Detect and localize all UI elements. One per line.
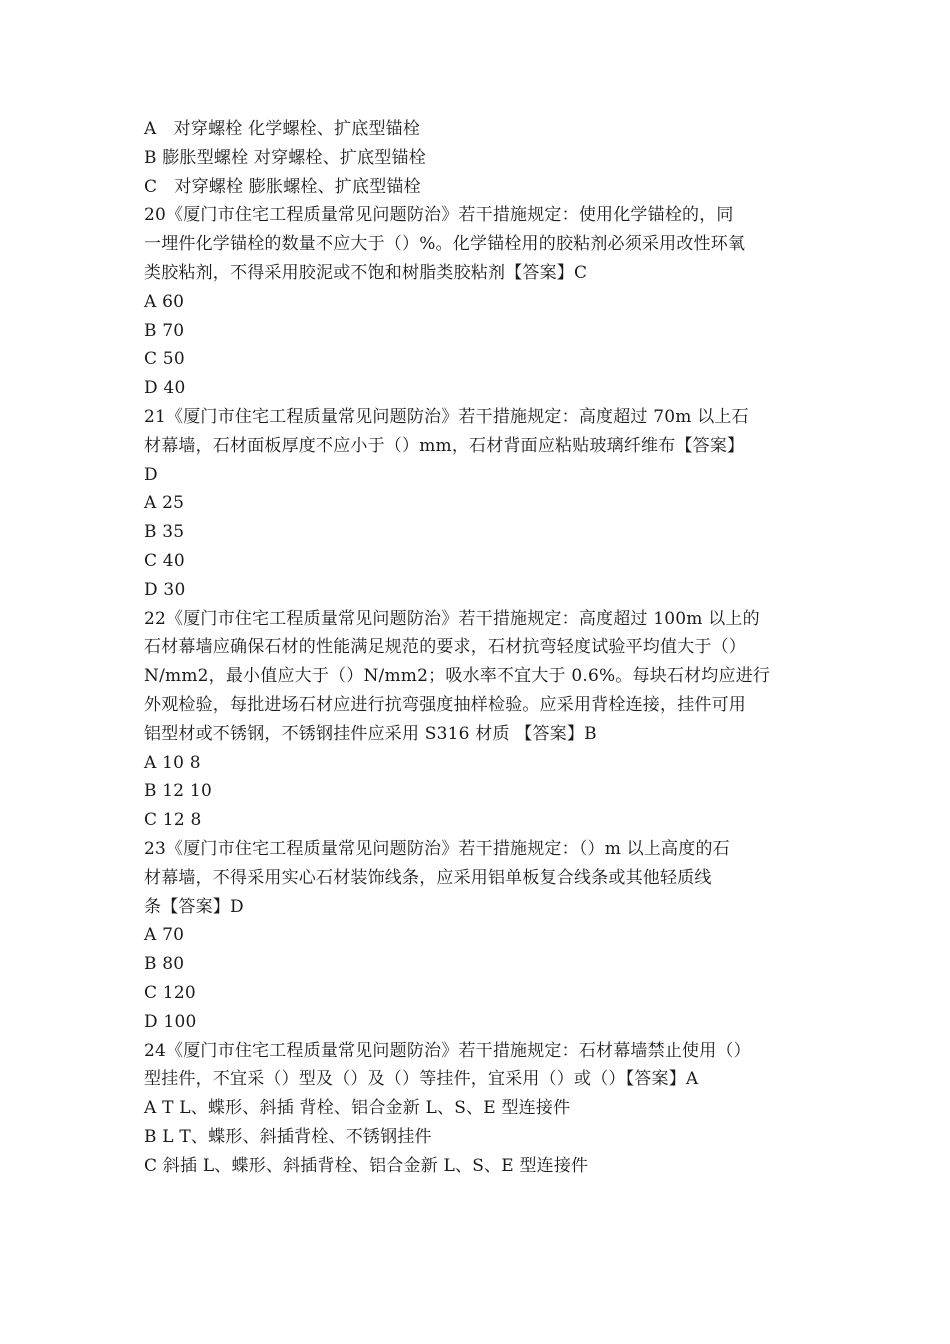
option-line: A 60 — [144, 291, 185, 312]
option-line: C 40 — [144, 550, 185, 571]
option-line: B 70 — [144, 320, 185, 341]
question-22-line: 22《厦门市住宅工程质量常见问题防治》若干措施规定：高度超过 100m 以上的 — [144, 608, 760, 629]
question-22-line: 铝型材或不锈钢，不锈钢挂件应采用 S316 材质 【答案】B — [144, 723, 597, 744]
option-line: A 对穿螺栓 化学螺栓、扩底型锚栓 — [144, 119, 421, 139]
option-line: B 35 — [144, 522, 185, 543]
option-line: C 对穿螺栓 膨胀螺栓、扩底型锚栓 — [144, 176, 421, 197]
question-22-line: 外观检验，每批进场石材应进行抗弯强度抽样检验。应采用背栓连接，挂件可用 — [144, 694, 746, 715]
option-line: C 50 — [144, 349, 185, 370]
option-line: B 膨胀型螺栓 对穿螺栓、扩底型锚栓 — [144, 147, 426, 168]
option-line: C 12 8 — [144, 810, 202, 831]
option-line: A 10 8 — [144, 752, 201, 773]
question-21-line: 21《厦门市住宅工程质量常见问题防治》若干措施规定：高度超过 70m 以上石 — [144, 406, 749, 427]
option-line: C 斜插 L、蝶形、斜插背栓、铝合金新 L、S、E 型连接件 — [144, 1155, 589, 1176]
option-line: D 30 — [144, 579, 186, 600]
option-line: D 100 — [144, 1011, 197, 1032]
option-line: D 40 — [144, 378, 186, 399]
question-21-line: 材幕墙，石材面板厚度不应小于（）mm，石材背面应粘贴玻璃纤维布【答案】 — [144, 435, 745, 456]
option-line: B L T、蝶形、斜插背栓、不锈钢挂件 — [144, 1126, 432, 1147]
question-21-line: D — [144, 464, 158, 485]
option-line: A 70 — [144, 925, 185, 946]
option-line: A 25 — [144, 493, 185, 514]
option-line: B 80 — [144, 954, 185, 975]
question-24-line: 24《厦门市住宅工程质量常见问题防治》若干措施规定：石材幕墙禁止使用（） — [144, 1040, 751, 1061]
question-24-line: 型挂件，不宜采（）型及（）及（）等挂件，宜采用（）或（）【答案】A — [144, 1069, 699, 1090]
question-20-line: 20《厦门市住宅工程质量常见问题防治》若干措施规定：使用化学锚栓的，同 — [144, 205, 734, 226]
question-20-line: 类胶粘剂，不得采用胶泥或不饱和树脂类胶粘剂【答案】C — [144, 262, 588, 283]
question-23-line: 条【答案】D — [144, 896, 244, 917]
option-line: A T L、蝶形、斜插 背栓、铝合金新 L、S、E 型连接件 — [144, 1098, 571, 1119]
option-line: C 120 — [144, 982, 196, 1003]
question-22-line: 石材幕墙应确保石材的性能满足规范的要求，石材抗弯轻度试验平均值大于（） — [144, 637, 746, 658]
question-22-line: N/mm2，最小值应大于（）N/mm2；吸水率不宜大于 0.6%。每块石材均应进行 — [144, 666, 771, 687]
option-line: B 12 10 — [144, 781, 212, 802]
question-20-line: 一埋件化学锚栓的数量不应大于（）%。化学锚栓用的胶粘剂必须采用改性环氧 — [144, 234, 746, 255]
question-23-line: 材幕墙，不得采用实心石材装饰线条，应采用铝单板复合线条或其他轻质线 — [144, 867, 712, 888]
document-page — [144, 115, 812, 1180]
question-23-line: 23《厦门市住宅工程质量常见问题防治》若干措施规定：（）m 以上高度的石 — [144, 838, 730, 859]
